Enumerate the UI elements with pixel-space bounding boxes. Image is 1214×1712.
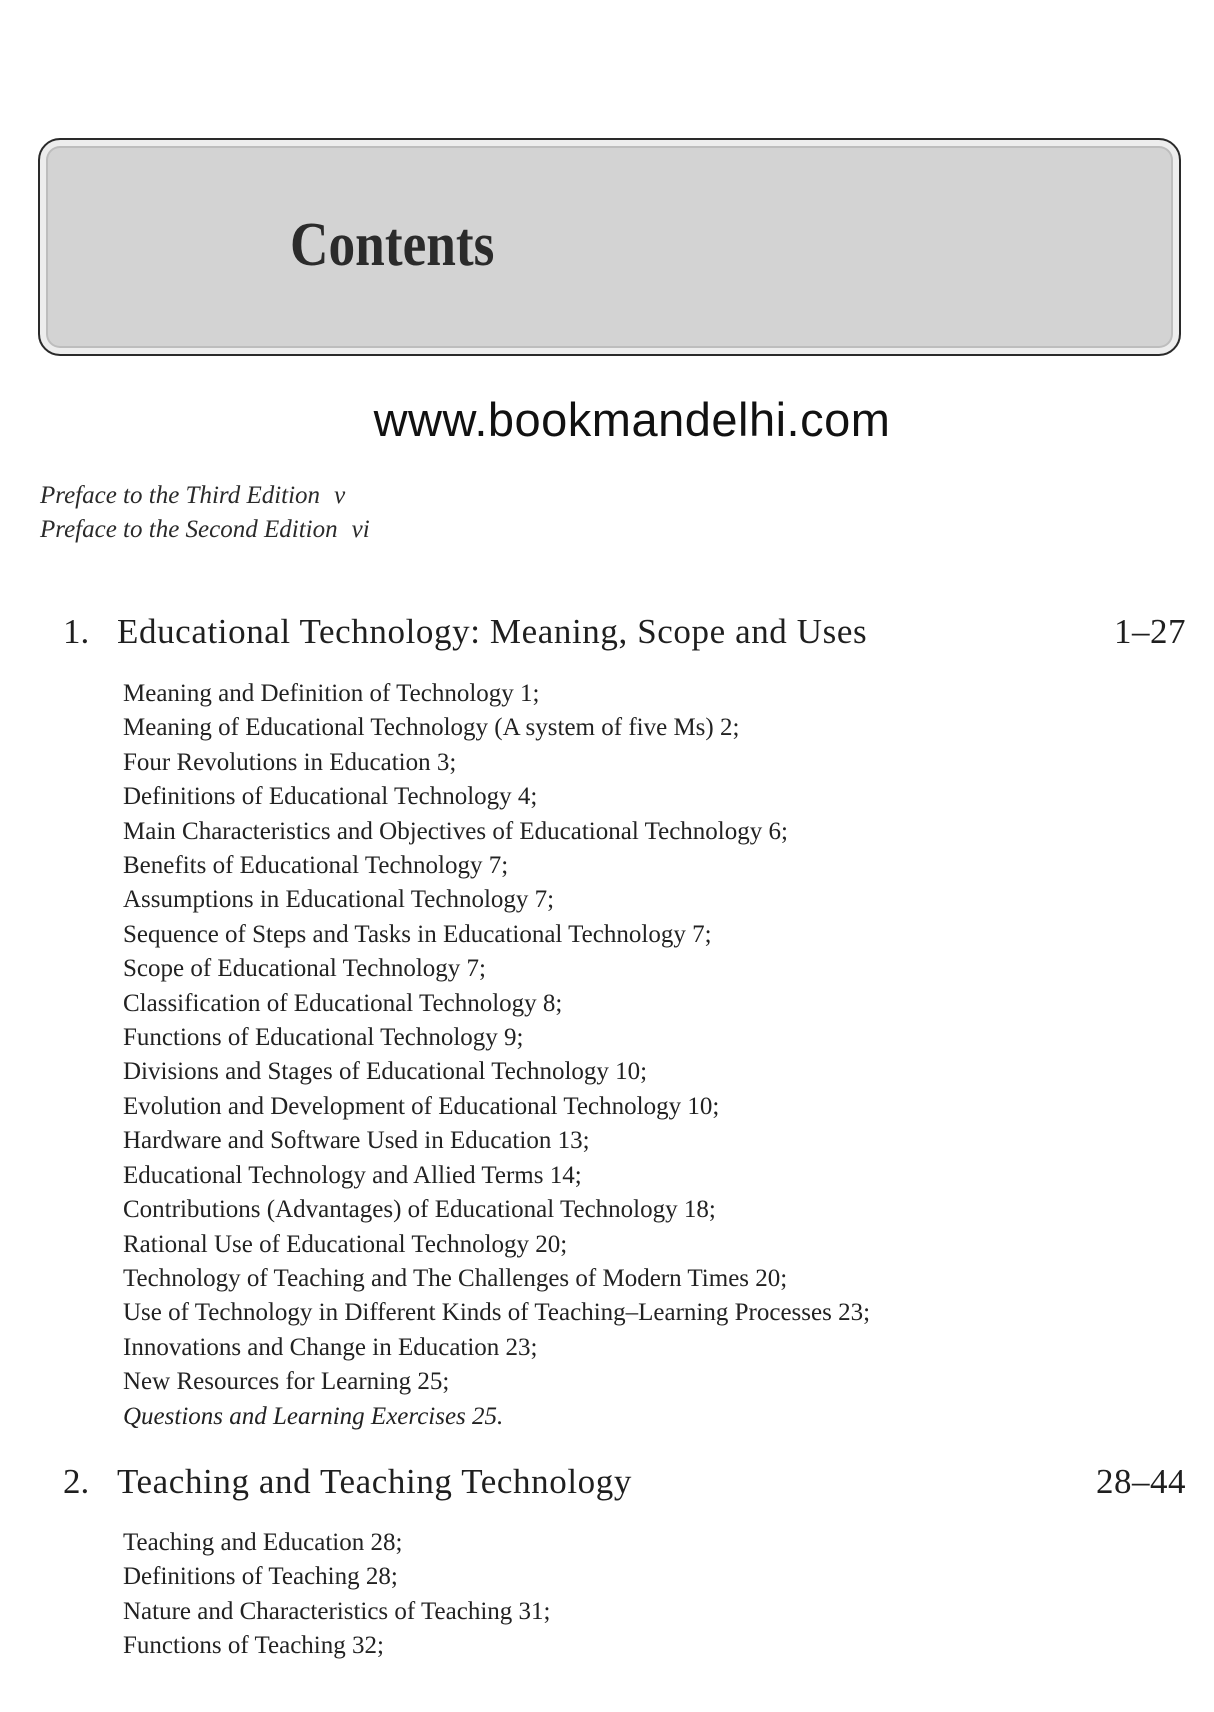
chapter-2-heading [63, 1462, 1186, 1502]
preface-label: Preface to the Second Edition [40, 516, 338, 543]
chapter-page-range: 28–44 [1096, 1462, 1186, 1501]
preface-third-edition [40, 482, 345, 510]
toc-entry: Contributions (Advantages) of Educational Technology 18; [123, 1196, 716, 1224]
preface-label: Preface to the Third Edition [40, 482, 321, 509]
contents-header-box [38, 138, 1181, 356]
toc-entry: New Resources for Learning 25; [123, 1368, 450, 1396]
page-title: Contents [290, 211, 495, 279]
chapter-page-range: 1–27 [1114, 612, 1186, 651]
toc-entry: Sequence of Steps and Tasks in Educational Technology 7; [123, 920, 712, 948]
toc-entry: Benefits of Educational Technology 7; [123, 852, 509, 880]
chapter-title: Educational Technology: Meaning, Scope and Uses [117, 612, 868, 651]
toc-entry: Divisions and Stages of Educational Technology 10; [123, 1058, 648, 1086]
toc-entry: Meaning of Educational Technology (A system of five Ms) 2; [123, 714, 740, 742]
toc-entry: Four Revolutions in Education 3; [123, 748, 457, 776]
toc-entry: Definitions of Teaching 28; [123, 1563, 398, 1591]
toc-entry: Functions of Teaching 32; [123, 1632, 384, 1660]
chapter-number: 2. [63, 1462, 90, 1501]
preface-second-edition [40, 516, 370, 544]
chapter-2-entries [123, 1526, 551, 1664]
toc-entry: Scope of Educational Technology 7; [123, 955, 486, 983]
chapter-title: Teaching and Teaching Technology [117, 1462, 632, 1501]
website-url: www.bookmandelhi.com [373, 393, 891, 446]
toc-entry: Functions of Educational Technology 9; [123, 1024, 524, 1052]
toc-entry: Questions and Learning Exercises 25. [123, 1402, 504, 1430]
preface-page: vi [351, 516, 370, 543]
preface-page: v [334, 482, 346, 509]
toc-entry: Classification of Educational Technology 8; [123, 989, 563, 1017]
chapter-number: 1. [63, 612, 90, 651]
chapter-1-heading [63, 612, 1186, 652]
toc-entry: Technology of Teaching and The Challenges of Modern Times 20; [123, 1264, 788, 1292]
toc-entry: Innovations and Change in Education 23; [123, 1333, 538, 1361]
toc-entry: Assumptions in Educational Technology 7; [123, 886, 555, 914]
chapter-1-entries [123, 677, 870, 1434]
toc-entry: Evolution and Development of Educational Technology 10; [123, 1092, 720, 1120]
toc-entry: Teaching and Education 28; [123, 1529, 403, 1556]
toc-entry: Hardware and Software Used in Education 13; [123, 1127, 590, 1155]
toc-entry: Use of Technology in Different Kinds of Teaching–Learning Processes 23; [123, 1299, 871, 1327]
toc-entry: Rational Use of Educational Technology 20; [123, 1230, 568, 1258]
toc-entry: Educational Technology and Allied Terms 14; [123, 1161, 582, 1189]
toc-entry: Nature and Characteristics of Teaching 31; [123, 1597, 551, 1625]
toc-entry: Meaning and Definition of Technology 1; [123, 680, 540, 707]
toc-entry: Main Characteristics and Objectives of Educational Technology 6; [123, 817, 788, 845]
toc-entry: Definitions of Educational Technology 4; [123, 783, 538, 811]
